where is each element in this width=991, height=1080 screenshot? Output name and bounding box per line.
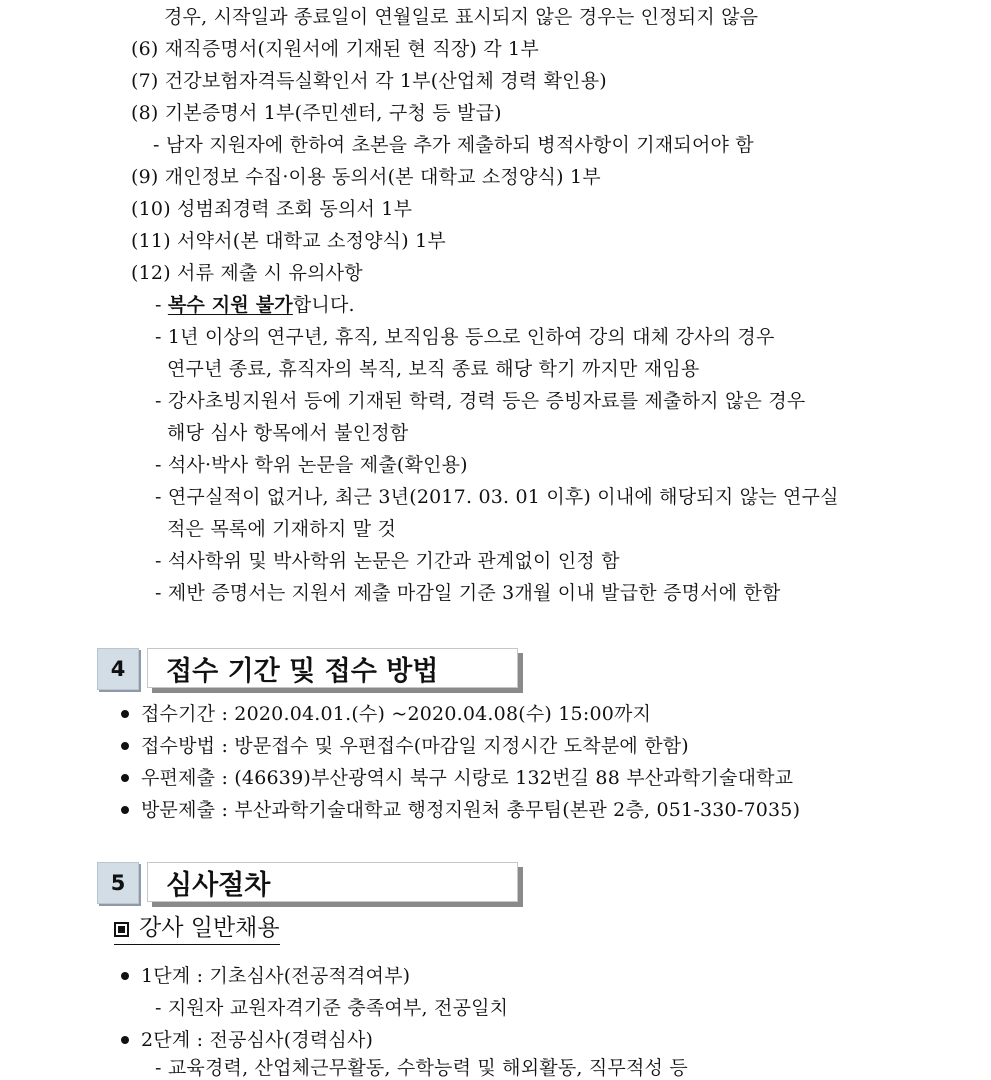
- section-5-number-badge: 5: [97, 862, 139, 904]
- doc-line-continuation: 경우, 시작일과 종료일이 연월일로 표시되지 않은 경우는 인정되지 않음: [164, 6, 759, 28]
- bullet-icon: [121, 1036, 129, 1044]
- note-rest: 합니다.: [292, 294, 355, 316]
- section-5-subhead: [114, 914, 280, 945]
- bullet-icon: [121, 806, 129, 814]
- doc-note-4: - 석사·박사 학위 논문을 제출(확인용): [155, 454, 468, 476]
- section-5-title: 심사절차: [147, 862, 518, 902]
- doc-note-3a: - 강사초빙지원서 등에 기재된 학력, 경력 등은 증빙자료를 제출하지 않은 경우: [155, 390, 806, 412]
- doc-note-multiple-application: [155, 293, 355, 317]
- bullet-icon: [121, 774, 129, 782]
- square-bullet-icon: [114, 922, 129, 937]
- section-4-number-badge: 4: [97, 648, 139, 690]
- section-5-step-1-note: - 지원자 교원자격기준 충족여부, 전공일치: [155, 997, 509, 1019]
- section-4-period: 접수기간 : 2020.04.01.(수) ~2020.04.08(수) 15:00까지: [141, 703, 652, 725]
- doc-note-7: - 제반 증명서는 지원서 제출 마감일 기준 3개월 이내 발급한 증명서에 한함: [155, 582, 781, 604]
- doc-note-5a: - 연구실적이 없거나, 최근 3년(2017. 03. 01 이후) 이내에 해당되지 않는 연구실: [155, 486, 839, 508]
- section-5-step-2: 2단계 : 전공심사(경력심사): [141, 1029, 374, 1051]
- doc-note-2a: - 1년 이상의 연구년, 휴직, 보직임용 등으로 인하여 강의 대체 강사의 경우: [155, 326, 775, 348]
- dash-marker: -: [155, 294, 168, 316]
- doc-note-3b: 해당 심사 항목에서 불인정함: [167, 422, 409, 444]
- doc-note-6: - 석사학위 및 박사학위 논문은 기간과 관계없이 인정 함: [155, 550, 620, 572]
- doc-item-11: (11) 서약서(본 대학교 소정양식) 1부: [131, 230, 446, 252]
- section-5-step-2-note: - 교육경력, 산업체근무활동, 수학능력 및 해외활동, 직무적성 등: [155, 1057, 688, 1079]
- doc-note-5b: 적은 목록에 기재하지 말 것: [167, 518, 397, 540]
- doc-item-9: (9) 개인정보 수집·이용 동의서(본 대학교 소정양식) 1부: [131, 166, 601, 188]
- doc-item-12: (12) 서류 제출 시 유의사항: [131, 262, 363, 284]
- doc-item-8-note: - 남자 지원자에 한하여 초본을 추가 제출하되 병적사항이 기재되어야 함: [153, 134, 754, 156]
- section-5-step-1: 1단계 : 기초심사(전공적격여부): [141, 965, 411, 987]
- section-4-title: 접수 기간 및 접수 방법: [147, 648, 518, 688]
- doc-item-8: (8) 기본증명서 1부(주민센터, 구청 등 발급): [131, 102, 502, 124]
- subhead-label: 강사 일반채용: [139, 915, 280, 941]
- doc-note-2b: 연구년 종료, 휴직자의 복직, 보직 종료 해당 학기 까지만 재임용: [167, 358, 700, 380]
- doc-item-10: (10) 성범죄경력 조회 동의서 1부: [131, 198, 413, 220]
- doc-item-7: (7) 건강보험자격득실확인서 각 1부(산업체 경력 확인용): [131, 70, 607, 92]
- section-4-visit: 방문제출 : 부산과학기술대학교 행정지원처 총무팀(본관 2층, 051-330-7035): [141, 799, 801, 821]
- doc-item-6: (6) 재직증명서(지원서에 기재된 현 직장) 각 1부: [131, 38, 539, 60]
- emphasis-text: 복수 지원 불가: [167, 294, 293, 316]
- bullet-icon: [121, 972, 129, 980]
- bullet-icon: [121, 742, 129, 750]
- section-4-method: 접수방법 : 방문접수 및 우편접수(마감일 지정시간 도착분에 한함): [141, 735, 689, 757]
- bullet-icon: [121, 710, 129, 718]
- section-4-mail: 우편제출 : (46639)부산광역시 북구 시랑로 132번길 88 부산과학기술대학교: [141, 767, 794, 789]
